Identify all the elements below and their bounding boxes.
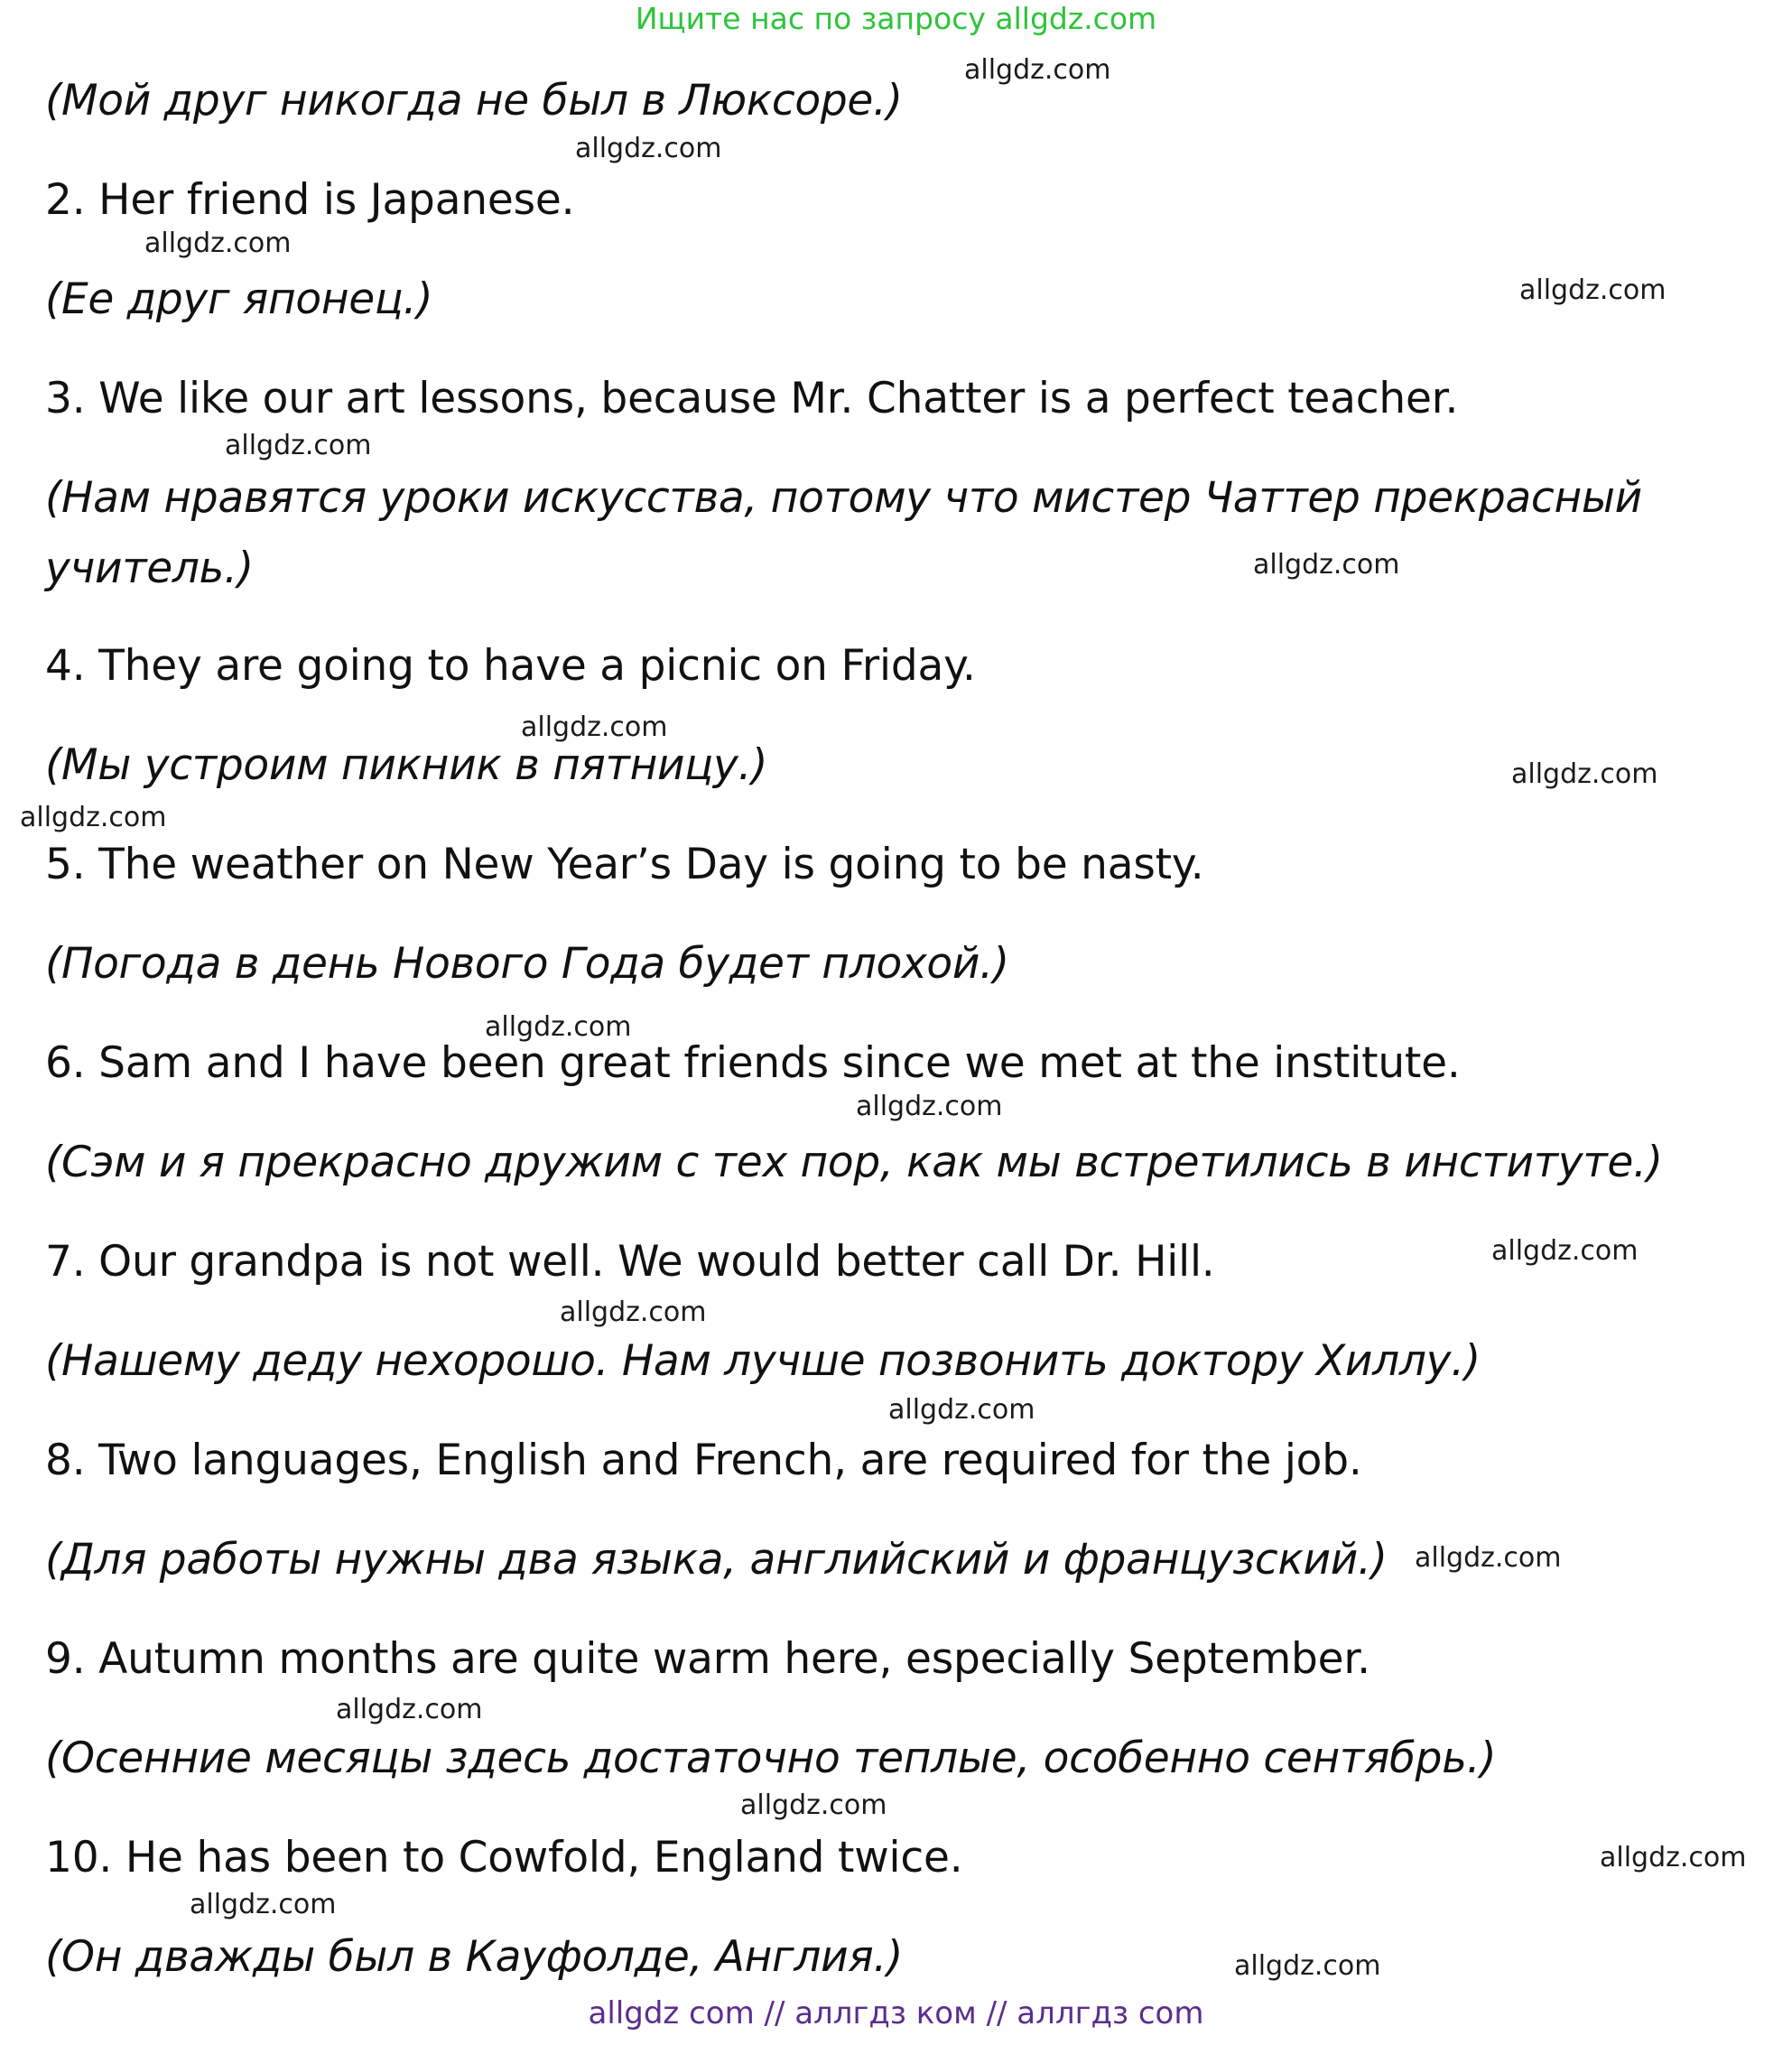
footer-links[interactable]: allgdz com // аллгдз ком // аллгдз com bbox=[588, 1995, 1204, 2031]
line-translation-8: (Для работы нужны два языка, английский и французский.) bbox=[45, 1535, 1388, 1585]
line-translation-7: (Нашему деду нехорошо. Нам лучше позвонить доктору Хиллу.) bbox=[45, 1336, 1481, 1386]
line-sentence-4: 4. They are going to have a picnic on Friday. bbox=[45, 641, 976, 691]
watermark: allgdz.com bbox=[190, 1889, 337, 1920]
line-translation-5: (Погода в день Нового Года будет плохой.) bbox=[45, 939, 1009, 989]
line-sentence-7: 7. Our grandpa is not well. We would better call Dr. Hill. bbox=[45, 1237, 1215, 1287]
watermark: allgdz.com bbox=[1600, 1842, 1747, 1873]
line-translation-9: (Осенние месяцы здесь достаточно теплые, особенно сентябрь.) bbox=[45, 1734, 1497, 1783]
watermark: allgdz.com bbox=[560, 1297, 707, 1328]
line-sentence-3: 3. We like our art lessons, because Mr. Chatter is a perfect teacher. bbox=[45, 374, 1459, 423]
watermark: allgdz.com bbox=[1234, 1950, 1381, 1982]
line-translation-6: (Сэм и я прекрасно дружим с тех пор, как мы встретились в институте.) bbox=[45, 1138, 1663, 1187]
watermark: allgdz.com bbox=[521, 711, 668, 743]
line-sentence-5: 5. The weather on New Year’s Day is going to be nasty. bbox=[45, 840, 1204, 889]
line-sentence-9: 9. Autumn months are quite warm here, especially September. bbox=[45, 1634, 1370, 1684]
line-translation-2: (Ее друг японец.) bbox=[45, 274, 433, 324]
watermark: allgdz.com bbox=[336, 1694, 483, 1725]
watermark: allgdz.com bbox=[888, 1394, 1035, 1426]
watermark: allgdz.com bbox=[225, 430, 372, 461]
line-translation-10: (Он дважды был в Кауфолде, Англия.) bbox=[45, 1932, 904, 1982]
line-translation-3a: (Нам нравятся уроки искусства, потому что мистер Чаттер прекрасный bbox=[45, 473, 1642, 523]
line-sentence-8: 8. Two languages, English and French, are required for the job. bbox=[45, 1436, 1362, 1485]
watermark: allgdz.com bbox=[964, 54, 1111, 86]
line-sentence-6: 6. Sam and I have been great friends since we met at the institute. bbox=[45, 1038, 1461, 1088]
line-sentence-2: 2. Her friend is Japanese. bbox=[45, 175, 575, 225]
line-translation-1: (Мой друг никогда не был в Люксоре.) bbox=[45, 76, 903, 125]
watermark: allgdz.com bbox=[20, 802, 167, 833]
watermark: allgdz.com bbox=[575, 133, 722, 164]
watermark: allgdz.com bbox=[1511, 758, 1658, 790]
line-sentence-10: 10. He has been to Cowfold, England twice. bbox=[45, 1833, 963, 1882]
watermark: allgdz.com bbox=[856, 1091, 1003, 1122]
watermark: allgdz.com bbox=[740, 1789, 887, 1821]
watermark: allgdz.com bbox=[144, 228, 292, 259]
watermark: allgdz.com bbox=[1519, 274, 1667, 306]
header-banner[interactable]: Ищите нас по запросу allgdz.com bbox=[635, 1, 1157, 36]
watermark: allgdz.com bbox=[1491, 1235, 1639, 1267]
watermark: allgdz.com bbox=[485, 1011, 632, 1043]
watermark: allgdz.com bbox=[1253, 549, 1400, 581]
line-translation-4: (Мы устроим пикник в пятницу.) bbox=[45, 740, 768, 790]
line-translation-3b: учитель.) bbox=[45, 544, 254, 593]
watermark: allgdz.com bbox=[1415, 1542, 1562, 1574]
